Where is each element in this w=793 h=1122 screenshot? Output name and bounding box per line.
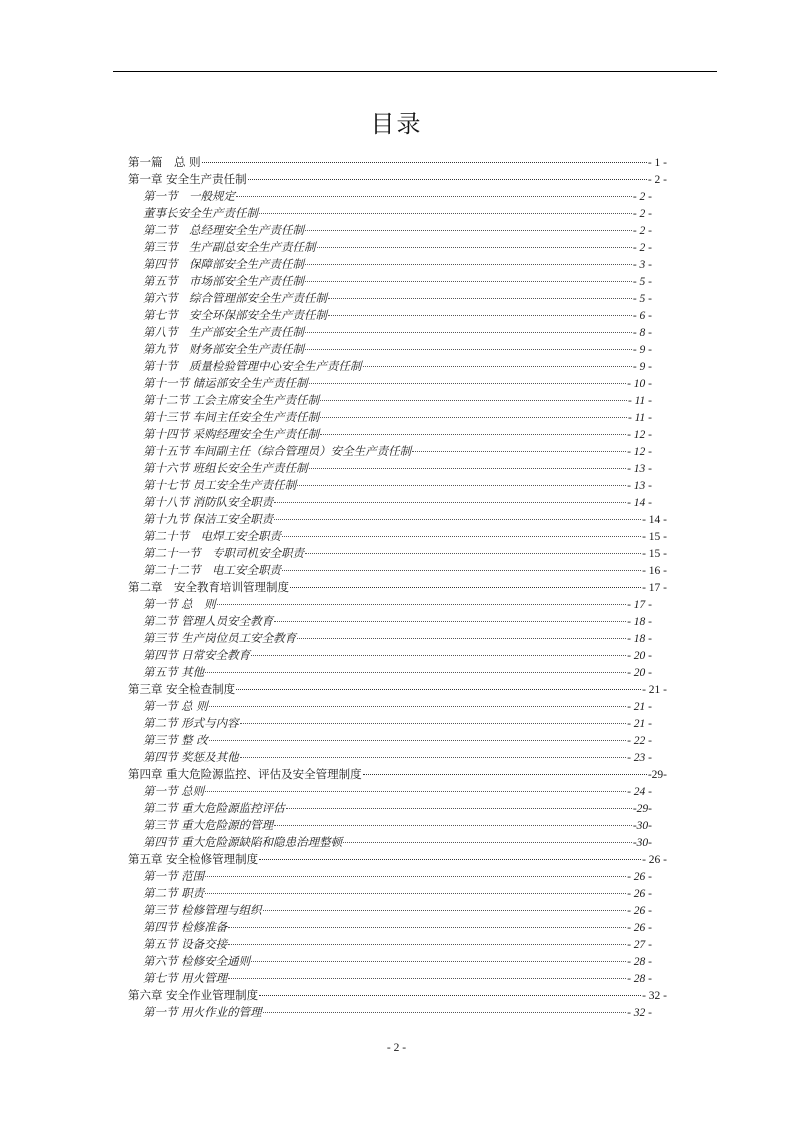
toc-section-entry[interactable] — [143, 545, 667, 562]
toc-section-entry[interactable] — [143, 953, 652, 970]
toc-entry-label: 第六章 安全作业管理制度 — [128, 988, 259, 1002]
toc-entry-page-number: - 6 - — [632, 310, 652, 322]
toc-entry-page-number: - 32 - — [642, 990, 667, 1002]
toc-section-entry[interactable] — [143, 426, 652, 443]
toc-entry-page-number: - 22 - — [627, 735, 652, 747]
toc-entry-page-number: - 18 - — [627, 633, 652, 645]
toc-entry-page-number: - 26 - — [642, 854, 667, 866]
dot-leader — [290, 587, 641, 588]
toc-entry-label: 第十二节 工会主席安全生产责任制 — [143, 393, 320, 407]
dot-leader — [263, 1012, 626, 1013]
dot-leader — [259, 859, 641, 860]
toc-entry-page-number: - 26 - — [627, 888, 652, 900]
toc-section-entry[interactable] — [143, 511, 667, 528]
toc-entry-page-number: - 16 - — [642, 565, 667, 577]
toc-entry-page-number: - 14 - — [627, 497, 652, 509]
dot-leader — [305, 332, 632, 333]
toc-entry-page-number: - 11 - — [627, 395, 652, 407]
dot-leader — [305, 281, 632, 282]
dot-leader — [274, 502, 626, 503]
toc-chapter-entry[interactable] — [128, 987, 667, 1004]
dot-leader — [305, 553, 641, 554]
toc-entry-label: 第二十二节 电工安全职责 — [143, 563, 281, 577]
toc-section-entry[interactable] — [143, 664, 652, 681]
toc-section-entry[interactable] — [143, 630, 652, 647]
toc-entry-label: 第三节 生产岗位员工安全教育 — [143, 631, 297, 645]
toc-entry-label: 第二节 形式与内容 — [143, 716, 239, 730]
toc-section-entry[interactable] — [143, 613, 652, 630]
toc-entry-page-number: - 27 - — [627, 939, 652, 951]
toc-entry-page-number: - 5 - — [632, 293, 652, 305]
toc-entry-page-number: - 13 - — [627, 480, 652, 492]
toc-entry-page-number: - 17 - — [627, 599, 652, 611]
toc-entry-label: 第六节 综合管理部安全生产责任制 — [143, 291, 327, 305]
toc-entry-page-number: - 5 - — [632, 276, 652, 288]
toc-section-entry[interactable] — [143, 800, 652, 817]
toc-entry-label: 第九节 财务部安全生产责任制 — [143, 342, 304, 356]
dot-leader — [328, 298, 632, 299]
toc-entry-page-number: -30- — [632, 837, 652, 849]
dot-leader — [317, 247, 632, 248]
dot-leader — [363, 774, 647, 775]
toc-section-entry[interactable] — [143, 885, 652, 902]
dot-leader — [240, 723, 626, 724]
dot-leader — [297, 638, 626, 639]
toc-section-entry[interactable] — [143, 460, 652, 477]
toc-entry-label: 第十七节 员工安全生产责任制 — [143, 478, 297, 492]
dot-leader — [205, 791, 626, 792]
toc-entry-label: 第二节 职责 — [143, 886, 205, 900]
dot-leader — [343, 842, 632, 843]
toc-section-entry[interactable] — [143, 392, 652, 409]
toc-section-entry[interactable] — [143, 273, 652, 290]
toc-entry-page-number: - 26 - — [627, 871, 652, 883]
toc-entry-label: 第十六节 班组长安全生产责任制 — [143, 461, 308, 475]
toc-entry-label: 第四章 重大危险源监控、评估及安全管理制度 — [128, 767, 362, 781]
dot-leader — [320, 434, 626, 435]
toc-section-entry[interactable] — [143, 749, 652, 766]
toc-entry-label: 第一节 用火作业的管理 — [143, 1005, 262, 1019]
toc-entry-label: 第七节 用火管理 — [143, 971, 228, 985]
toc-entry-page-number: - 26 - — [627, 905, 652, 917]
toc-section-entry[interactable] — [143, 834, 652, 851]
toc-entry-page-number: - 23 - — [627, 752, 652, 764]
dot-leader — [251, 961, 626, 962]
toc-entry-label: 第二十一节 专职司机安全职责 — [143, 546, 304, 560]
toc-entry-label: 第三节 生产副总安全生产责任制 — [143, 240, 316, 254]
toc-section-entry[interactable] — [143, 358, 652, 375]
toc-entry-label: 第四节 奖惩及其他 — [143, 750, 239, 764]
toc-entry-label: 第六节 检修安全通则 — [143, 954, 251, 968]
toc-entry-label: 第四节 检修准备 — [143, 920, 228, 934]
toc-section-entry[interactable] — [143, 715, 652, 732]
toc-entry-page-number: - 9 - — [632, 344, 652, 356]
toc-entry-page-number: - 32 - — [627, 1007, 652, 1019]
dot-leader — [205, 672, 626, 673]
toc-entry-label: 第一节 总 则 — [143, 597, 216, 611]
toc-entry-label: 第一节 一般规定 — [143, 189, 235, 203]
toc-section-entry[interactable] — [143, 477, 652, 494]
dot-leader — [286, 808, 632, 809]
toc-section-entry[interactable] — [143, 494, 652, 511]
toc-entry-page-number: - 2 - — [632, 242, 652, 254]
toc-entry-page-number: - 21 - — [627, 701, 652, 713]
dot-leader — [320, 400, 627, 401]
toc-entry-page-number: - 2 - — [647, 174, 667, 186]
toc-entry-label: 第四节 重大危险源缺陷和隐患治理整顿 — [143, 835, 343, 849]
toc-chapter-entry[interactable] — [128, 171, 667, 188]
toc-section-entry[interactable] — [143, 919, 652, 936]
dot-leader — [309, 468, 626, 469]
dot-leader — [274, 519, 641, 520]
toc-entry-label: 第二十节 电焊工安全职责 — [143, 529, 281, 543]
toc-chapter-entry[interactable] — [128, 851, 667, 868]
toc-section-entry[interactable] — [143, 647, 652, 664]
dot-leader — [228, 927, 626, 928]
dot-leader — [274, 825, 632, 826]
toc-entry-page-number: - 24 - — [627, 786, 652, 798]
dot-leader — [259, 213, 632, 214]
toc-section-entry[interactable] — [143, 528, 667, 545]
page-number-footer: - 2 - — [386, 1042, 407, 1054]
toc-entry-page-number: - 20 - — [627, 667, 652, 679]
toc-entry-label: 第十九节 保洁工安全职责 — [143, 512, 274, 526]
toc-entry-label: 第十八节 消防队安全职责 — [143, 495, 274, 509]
toc-entry-page-number: - 12 - — [627, 429, 652, 441]
dot-leader — [217, 604, 626, 605]
dot-leader — [240, 757, 626, 758]
toc-section-entry[interactable] — [143, 1004, 652, 1021]
toc-entry-page-number: - 28 - — [627, 956, 652, 968]
toc-entry-page-number: - 11 - — [627, 412, 652, 424]
toc-entry-page-number: - 2 - — [632, 208, 652, 220]
dot-leader — [305, 264, 632, 265]
toc-entry-page-number: - 13 - — [627, 463, 652, 475]
toc-entry-page-number: - 15 - — [642, 531, 667, 543]
toc-section-entry[interactable] — [143, 970, 652, 987]
toc-entry-page-number: - 8 - — [632, 327, 652, 339]
toc-entry-label: 第一篇 总 则 — [128, 155, 201, 169]
dot-leader — [259, 995, 641, 996]
toc-entry-page-number: - 17 - — [642, 582, 667, 594]
toc-entry-label: 第一章 安全生产责任制 — [128, 172, 247, 186]
page-title: 目录 — [370, 110, 423, 138]
toc-entry-label: 第三章 安全检查制度 — [128, 682, 236, 696]
toc-section-entry[interactable] — [143, 324, 652, 341]
toc-entry-page-number: - 2 - — [632, 191, 652, 203]
toc-entry-page-number: - 15 - — [642, 548, 667, 560]
dot-leader — [205, 893, 626, 894]
toc-section-entry[interactable] — [143, 596, 652, 613]
toc-chapter-entry[interactable] — [128, 766, 667, 783]
toc-entry-label: 第四节 日常安全教育 — [143, 648, 251, 662]
toc-section-entry[interactable] — [143, 732, 652, 749]
toc-entry-label: 第五节 其他 — [143, 665, 205, 679]
dot-leader — [305, 230, 632, 231]
toc-entry-label: 第一节 总 则 — [143, 699, 208, 713]
toc-section-entry[interactable] — [143, 239, 652, 256]
dot-leader — [282, 536, 641, 537]
toc-entry-page-number: - 2 - — [632, 225, 652, 237]
toc-entry-label: 第四节 保障部安全生产责任制 — [143, 257, 304, 271]
toc-entry-page-number: - 21 - — [642, 684, 667, 696]
toc-entry-page-number: - 14 - — [642, 514, 667, 526]
dot-leader — [236, 689, 641, 690]
dot-leader — [251, 655, 626, 656]
toc-section-entry[interactable] — [143, 698, 652, 715]
dot-leader — [209, 740, 626, 741]
toc-entry-label: 第二节 总经理安全生产责任制 — [143, 223, 304, 237]
toc-entry-label: 第三节 重大危险源的管理 — [143, 818, 274, 832]
toc-entry-page-number: -29- — [647, 769, 667, 781]
toc-section-entry[interactable] — [143, 256, 652, 273]
dot-leader — [328, 315, 632, 316]
dot-leader — [228, 978, 626, 979]
toc-entry-label: 第三节 整 改 — [143, 733, 208, 747]
dot-leader — [236, 196, 632, 197]
toc-entry-label: 董事长安全生产责任制 — [143, 206, 258, 220]
toc-section-entry[interactable] — [143, 290, 652, 307]
toc-section-entry[interactable] — [143, 409, 652, 426]
dot-leader — [205, 876, 626, 877]
toc-entry-label: 第七节 安全环保部安全生产责任制 — [143, 308, 327, 322]
toc-section-entry[interactable] — [143, 443, 652, 460]
toc-section-entry[interactable] — [143, 307, 652, 324]
toc-entry-label: 第十一节 储运部安全生产责任制 — [143, 376, 308, 390]
toc-chapter-entry[interactable] — [128, 681, 667, 698]
toc-entry-label: 第二节 管理人员安全教育 — [143, 614, 274, 628]
toc-entry-label: 第十四节 采购经理安全生产责任制 — [143, 427, 320, 441]
dot-leader — [209, 706, 626, 707]
toc-entry-label: 第二章 安全教育培训管理制度 — [128, 580, 289, 594]
toc-entry-page-number: -29- — [632, 803, 652, 815]
toc-entry-label: 第八节 生产部安全生产责任制 — [143, 325, 304, 339]
dot-leader — [297, 485, 626, 486]
toc-entry-label: 第五节 市场部安全生产责任制 — [143, 274, 304, 288]
dot-leader — [363, 366, 632, 367]
toc-section-entry[interactable] — [143, 341, 652, 358]
dot-leader — [305, 349, 632, 350]
dot-leader — [309, 383, 626, 384]
toc-entry-label: 第一节 总则 — [143, 784, 205, 798]
toc-entry-label: 第五节 设备交接 — [143, 937, 228, 951]
dot-leader — [228, 944, 626, 945]
toc-entry-label: 第二节 重大危险源监控评估 — [143, 801, 285, 815]
dot-leader — [202, 162, 647, 163]
dot-leader — [263, 910, 626, 911]
toc-section-entry[interactable] — [143, 188, 652, 205]
toc-section-entry[interactable] — [143, 375, 652, 392]
toc-section-entry[interactable] — [143, 783, 652, 800]
toc-section-entry[interactable] — [143, 868, 652, 885]
dot-leader — [412, 451, 626, 452]
toc-entry-page-number: - 9 - — [632, 361, 652, 373]
toc-section-entry[interactable] — [143, 562, 667, 579]
toc-chapter-entry[interactable] — [128, 154, 667, 171]
toc-entry-label: 第五章 安全检修管理制度 — [128, 852, 259, 866]
dot-leader — [320, 417, 627, 418]
toc-entry-page-number: - 28 - — [627, 973, 652, 985]
header-rule — [113, 71, 717, 72]
toc-section-entry[interactable] — [143, 902, 652, 919]
toc-section-entry[interactable] — [143, 936, 652, 953]
toc-entry-page-number: -30- — [632, 820, 652, 832]
toc-entry-page-number: - 3 - — [632, 259, 652, 271]
dot-leader — [282, 570, 641, 571]
toc-entry-page-number: - 10 - — [627, 378, 652, 390]
toc-section-entry[interactable] — [143, 205, 652, 222]
toc-entry-label: 第三节 检修管理与组织 — [143, 903, 262, 917]
dot-leader — [274, 621, 626, 622]
dot-leader — [248, 179, 647, 180]
toc-entry-page-number: - 18 - — [627, 616, 652, 628]
toc-entry-page-number: - 20 - — [627, 650, 652, 662]
toc-entry-page-number: - 1 - — [647, 157, 667, 169]
toc-chapter-entry[interactable] — [128, 579, 667, 596]
toc-entry-label: 第十五节 车间副主任（综合管理员）安全生产责任制 — [143, 444, 412, 458]
toc-section-entry[interactable] — [143, 222, 652, 239]
toc-entry-page-number: - 26 - — [627, 922, 652, 934]
toc-entry-label: 第十节 质量检验管理中心安全生产责任制 — [143, 359, 362, 373]
toc-entry-label: 第一节 范围 — [143, 869, 205, 883]
toc-entry-page-number: - 21 - — [627, 718, 652, 730]
toc-entry-label: 第十三节 车间主任安全生产责任制 — [143, 410, 320, 424]
toc-section-entry[interactable] — [143, 817, 652, 834]
toc-entry-page-number: - 12 - — [627, 446, 652, 458]
